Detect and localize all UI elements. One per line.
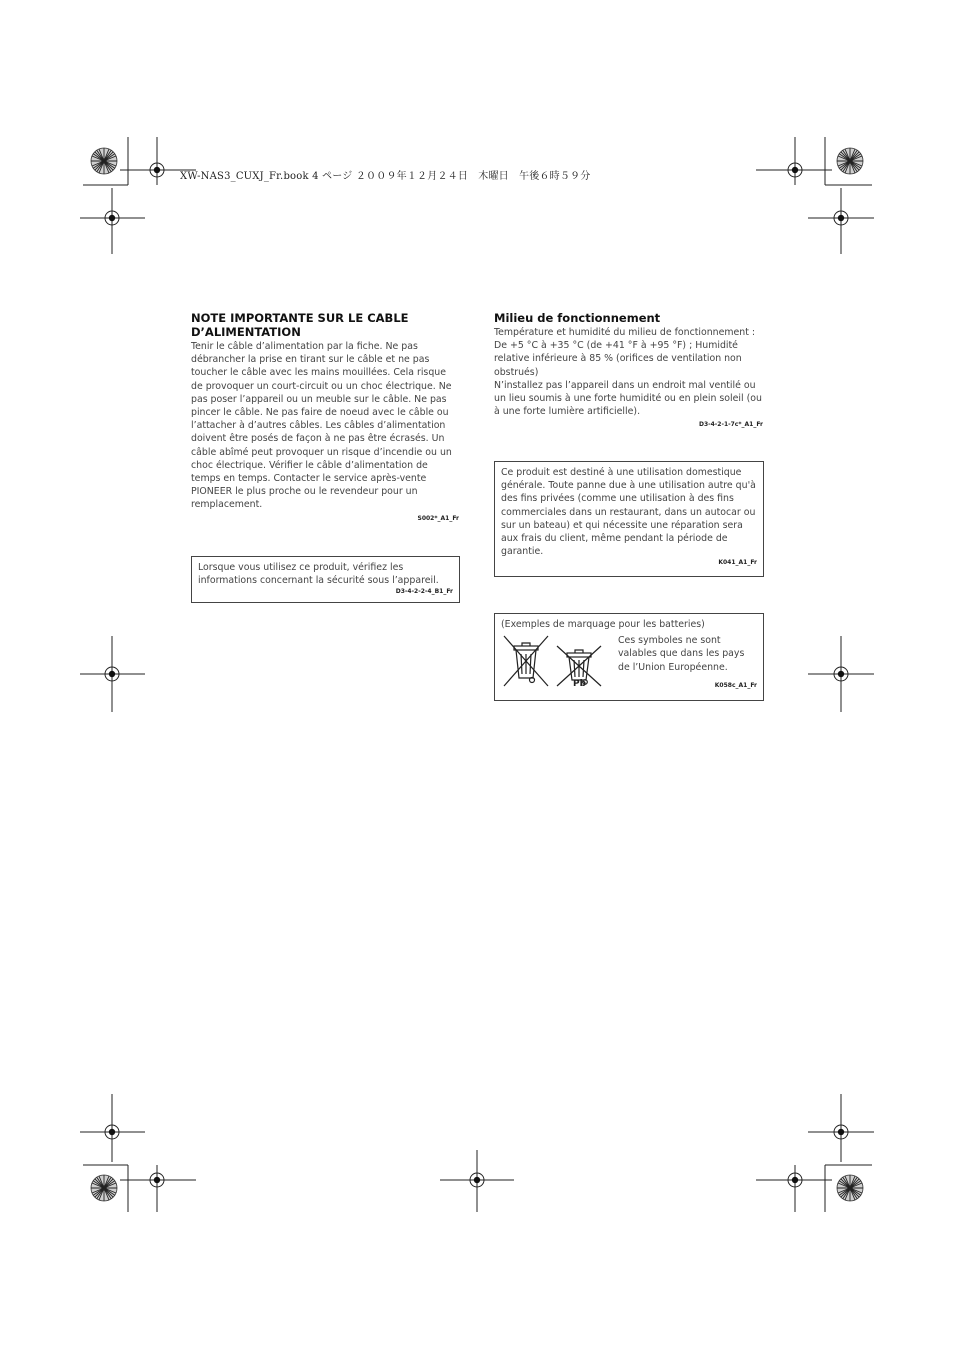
reference-code: K058c_A1_Fr xyxy=(714,681,757,689)
battery-caption: (Exemples de marquage pour les batteries) xyxy=(501,619,705,630)
reference-code: K041_A1_Fr xyxy=(718,559,757,567)
operating-environment-section xyxy=(494,311,763,429)
section-body: Tenir le câble d’alimentation par la fiche. Ne pas débrancher la prise en tirant sur le câble et ne pas toucher le câble avec les mains mouillées. Cela risque de provoquer un court-circuit ou un choc électrique. Ne pas poser l’appareil ou un meuble sur le câble. Ne pas pincer le câble. Ne pas faire de noeud avec le câble ou l’attacher à d’autres câbles. Les câbles d’alimentation doivent être posés de façon à ne pas être écrasés. Un câble abîmé peut provoquer un risque d’incendie ou un choc électrique. Vérifier le câble d’alimentation de temps en temps. Contacter le service après-vente PIONEER le plus proche ou le revendeur pour un remplacement. xyxy=(191,341,452,511)
domestic-use-notice-box xyxy=(494,461,764,577)
battery-symbols xyxy=(501,634,615,690)
notice-text: Ce produit est destiné à une utilisation domestique générale. Toute panne due à une utilisation autre qu'à des fins privées (comme une utilisation à des fins commerciales dans un restaurant, dans un autocar ou sur un bateau) et qui nécessite une réparation sera aux frais du client, même pendant la période de garantie. xyxy=(501,467,756,558)
section-heading: NOTE IMPORTANTE SUR LE CABLE D’ALIMENTATION xyxy=(191,311,409,339)
safety-notice-box xyxy=(191,556,460,603)
section-heading: Milieu de fonctionnement xyxy=(494,311,661,325)
reference-code: S002*_A1_Fr xyxy=(417,514,459,522)
print-file-info: XW-NAS3_CUXJ_Fr.book 4 ページ ２００９年１２月２４日 木曜日 午後６時５９分 xyxy=(180,171,591,182)
battery-note-text: Ces symboles ne sont valables que dans les pays de l’Union Européenne. xyxy=(618,635,745,673)
reference-code: D3-4-2-1-7c*_A1_Fr xyxy=(698,421,763,429)
battery-marking-box xyxy=(494,613,764,701)
power-cable-section xyxy=(191,311,459,523)
section-body: Température et humidité du milieu de fonctionnement : De +5 °C à +35 °C (de +41 °F à +95 °F) ; Humidité relative inférieure à 85 % (orifices de ventilation non obstrués) N’installez pas l’appareil dans un endroit mal ventilé ou un lieu soumis à une forte humidité ou en plein soleil (ou à une forte lumière artificielle). xyxy=(494,327,762,418)
reference-code: D3-4-2-2-4_B1_Fr xyxy=(395,588,453,596)
crossed-bin-icon xyxy=(501,634,551,688)
notice-text: Lorsque vous utilisez ce produit, vérifiez les informations concernant la sécurité sous l’appareil. xyxy=(198,562,439,587)
pb-label: Pb xyxy=(573,679,587,690)
